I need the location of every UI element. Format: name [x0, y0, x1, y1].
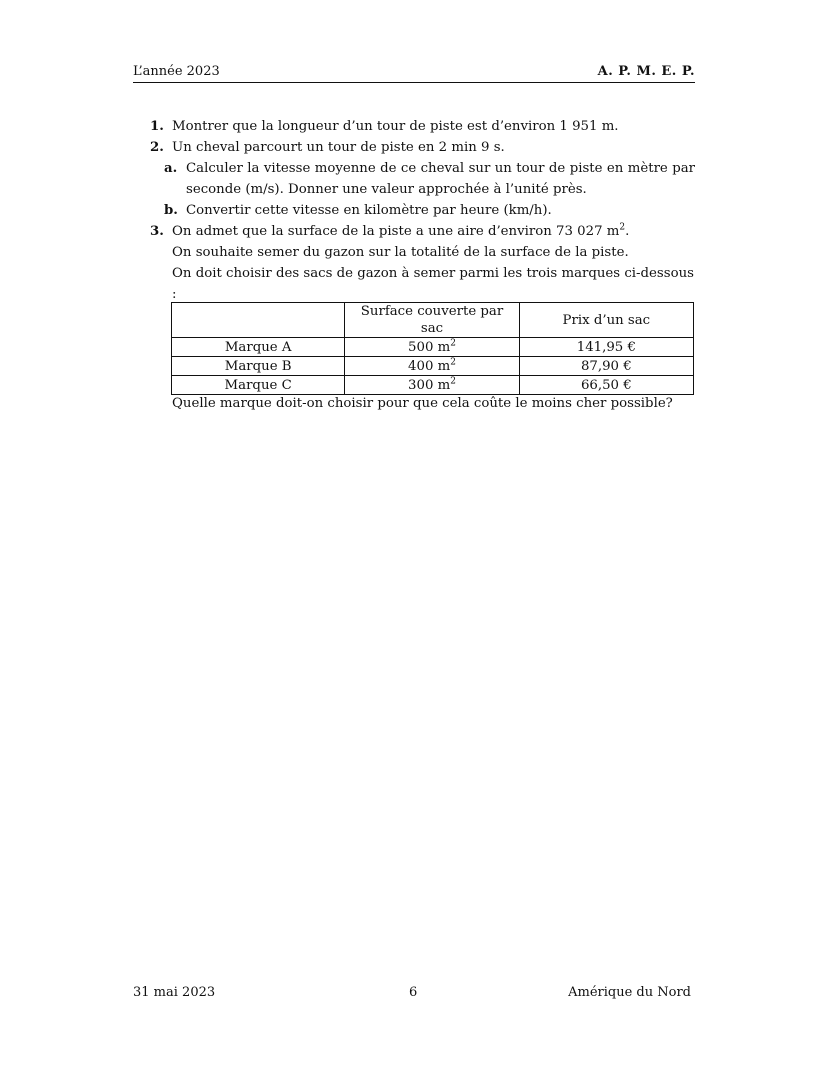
question-3-line3-text: On doit choisir des sacs de gazon à semer parmi les trois marques ci-dessous :: [172, 266, 694, 302]
page-header: [133, 63, 695, 83]
table-row: [172, 376, 694, 395]
table-header-row: [172, 303, 694, 338]
table-header-price: Prix d’un sac: [519, 303, 693, 338]
question-1: [150, 116, 695, 137]
question-1-number: 1.: [150, 119, 164, 134]
question-2a: [150, 158, 695, 200]
table-row: [172, 338, 694, 357]
question-2-number: 2.: [150, 140, 164, 155]
question-3: [150, 221, 695, 242]
question-3-number: 3.: [150, 224, 164, 239]
footer-location: Amérique du Nord: [568, 985, 691, 1000]
question-3-line1: [172, 224, 629, 239]
surface-exponent: 2: [450, 357, 456, 368]
question-2: [150, 137, 695, 158]
question-3-exponent: 2: [619, 222, 626, 233]
question-1-text: Montrer que la longueur d’un tour de piste est d’environ 1 951 m.: [172, 119, 619, 134]
surface-cell: [345, 357, 519, 376]
question-3-line1-text: On admet que la surface de la piste a une aire d’environ 73 027 m: [172, 224, 620, 239]
question-2b-number: b.: [164, 203, 178, 218]
brand-cell: Marque C: [172, 376, 345, 395]
surface-cell: [345, 338, 519, 357]
footer-page-number: 6: [409, 985, 418, 1000]
question-2a-text: Calculer la vitesse moyenne de ce cheval sur un tour de piste en mètre par seconde (m/s). Donner une valeur approchée à l’unité près.: [186, 161, 695, 197]
surface-value: 400 m: [408, 358, 451, 374]
header-year: L’année 2023: [133, 64, 220, 79]
price-cell: 66,50 €: [519, 376, 693, 395]
surface-exponent: 2: [450, 376, 456, 387]
footer-date: 31 mai 2023: [133, 985, 216, 1000]
question-3-line2: [150, 242, 695, 263]
exercise-content: [150, 116, 695, 305]
question-2b-text: Convertir cette vitesse en kilomètre par heure (km/h).: [186, 203, 552, 218]
surface-value: 300 m: [408, 377, 451, 393]
question-2a-number: a.: [164, 161, 178, 176]
table-header-empty: [172, 303, 345, 338]
surface-cell: [345, 376, 519, 395]
brand-cell: Marque B: [172, 357, 345, 376]
table-row: [172, 357, 694, 376]
header-apmep: A. P. M. E. P.: [597, 64, 695, 79]
table-header-surface: Surface couverte par sac: [345, 303, 519, 338]
question-3-line3: [150, 263, 695, 305]
surface-exponent: 2: [450, 338, 456, 349]
question-2-text: Un cheval parcourt un tour de piste en 2 min 9 s.: [172, 140, 505, 155]
brands-table: [171, 302, 694, 395]
question-2b: [150, 200, 695, 221]
question-3-line2-text: On souhaite semer du gazon sur la totalité de la surface de la piste.: [172, 245, 629, 260]
surface-value: 500 m: [408, 339, 451, 355]
question-3-period: .: [625, 224, 630, 239]
brand-cell: Marque A: [172, 338, 345, 357]
final-question: Quelle marque doit-on choisir pour que cela coûte le moins cher possible?: [172, 396, 673, 411]
price-cell: 87,90 €: [519, 357, 693, 376]
price-cell: 141,95 €: [519, 338, 693, 357]
